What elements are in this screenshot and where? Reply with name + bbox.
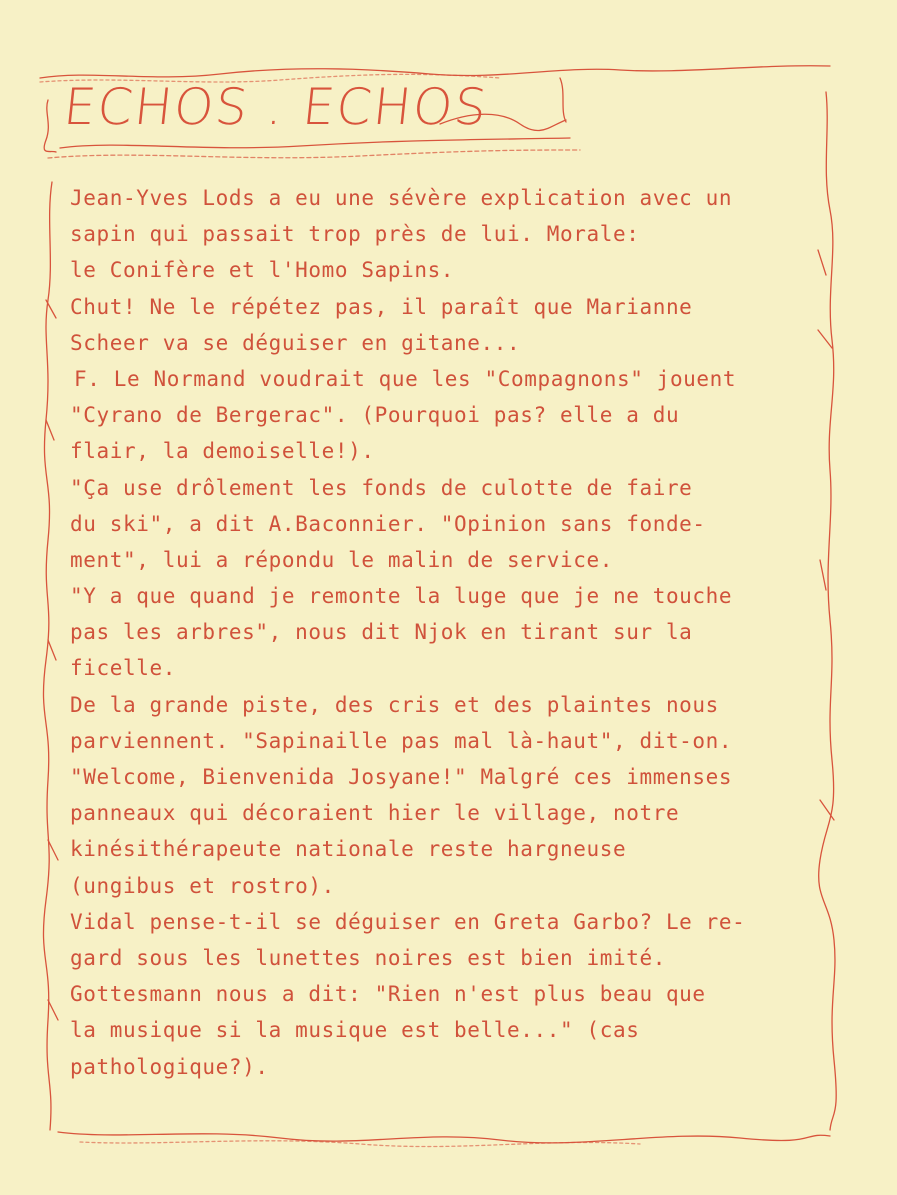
text-line: Chut! Ne le répétez pas, il paraît que Marianne	[70, 294, 693, 319]
text-line: (ungibus et rostro).	[70, 873, 335, 898]
text-line: sapin qui passait trop près de lui. Morale:	[70, 222, 640, 247]
text-line: "Ça use drôlement les fonds de culotte de faire	[70, 475, 693, 500]
text-line: Jean-Yves Lods a eu une sévère explication avec un	[70, 186, 733, 210]
text-line: "Y a que quand je remonte la luge que je ne touche	[70, 584, 733, 609]
text-line: kinésithérapeute nationale reste hargneuse	[70, 837, 627, 862]
text-line: F. Le Normand voudrait que les "Compagnons" jouent	[74, 366, 737, 391]
text-line: Vidal pense-t-il se déguiser en Greta Garbo? Le re-	[70, 909, 746, 934]
text-line: "Welcome, Bienvenida Josyane!" Malgré ces immenses	[70, 765, 733, 789]
text-line: panneaux qui décoraient hier le village, notre	[70, 801, 680, 826]
text-line: gard sous les lunettes noires est bien imité.	[70, 945, 666, 970]
text-line: Scheer va se déguiser en gitane...	[70, 330, 521, 355]
text-line: pas les arbres", nous dit Njok en tirant sur la	[70, 620, 693, 645]
text-line: ment", lui a répondu le malin de service.	[70, 547, 613, 572]
text-line: Gottesmann nous a dit: "Rien n'est plus beau que	[70, 982, 706, 1007]
text-line: pathologique?).	[70, 1054, 269, 1079]
text-line: la musique si la musique est belle..." (cas	[70, 1018, 640, 1043]
text-line: flair, la demoiselle!).	[70, 439, 375, 464]
text-line: parviennent. "Sapinaille pas mal là-haut", dit-on.	[70, 728, 733, 753]
text-line: le Conifère et l'Homo Sapins.	[70, 258, 455, 283]
title-box	[40, 72, 580, 162]
page-title: ECHOS . ECHOS	[60, 78, 492, 136]
text-line: du ski", a dit A.Baconnier. "Opinion sans fonde-	[70, 511, 706, 536]
text-body	[70, 180, 830, 1085]
text-line: De la grande piste, des cris et des plaintes nous	[70, 692, 719, 717]
text-line: "Cyrano de Bergerac". (Pourquoi pas? elle a du	[70, 403, 680, 428]
text-line: ficelle.	[70, 656, 176, 681]
